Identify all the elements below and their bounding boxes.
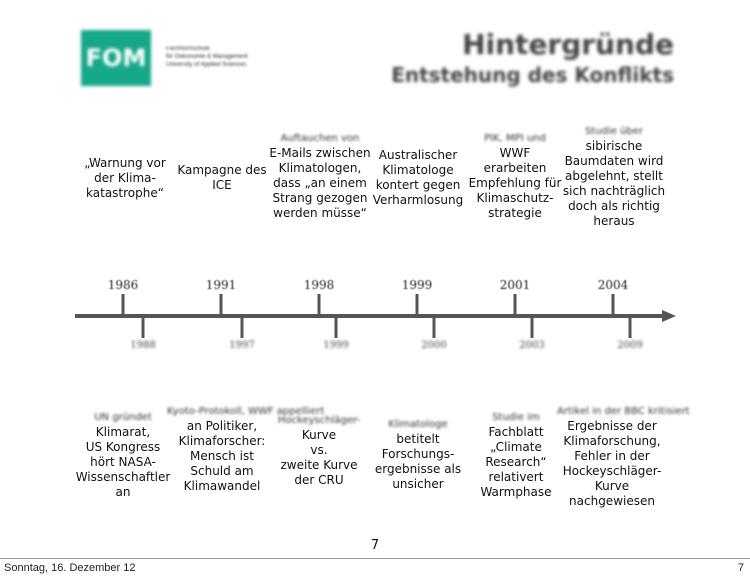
event-bottom-2009 bbox=[557, 405, 690, 509]
event-line: Klimatologen, bbox=[278, 161, 362, 175]
year-label-top: 1986 bbox=[107, 278, 139, 292]
event-line: betitelt bbox=[396, 432, 440, 446]
year-label-bottom: 2000 bbox=[421, 340, 447, 351]
event-line: nachgewiesen bbox=[569, 494, 655, 508]
event-line: strategie bbox=[488, 206, 542, 220]
event-line: heraus bbox=[593, 214, 635, 228]
event-top-1999 bbox=[363, 148, 473, 208]
event-heading: Hockeyschläger- bbox=[277, 415, 361, 426]
event-line: Fachblatt bbox=[488, 425, 544, 439]
event-heading: Artikel in der BBC kritisiert bbox=[557, 406, 690, 417]
footer-page: 7 bbox=[737, 562, 744, 574]
event-line: hört NASA- bbox=[90, 455, 156, 469]
event-line: an bbox=[115, 485, 131, 499]
event-line: ICE bbox=[212, 178, 232, 192]
event-line: sich nachträglich bbox=[562, 184, 666, 198]
event-line: Fehler in der bbox=[574, 449, 650, 463]
event-bottom-2003 bbox=[461, 411, 571, 500]
event-top-1986 bbox=[70, 156, 180, 201]
event-line: erarbeiten bbox=[483, 161, 547, 175]
event-line: Kurve bbox=[594, 479, 630, 493]
axis-arrowhead bbox=[662, 310, 676, 322]
event-line: der CRU bbox=[294, 473, 344, 487]
event-line: Empfehlung für bbox=[468, 176, 562, 190]
event-line: doch als richtig bbox=[568, 199, 660, 213]
year-label-bottom: 1997 bbox=[229, 340, 255, 351]
event-line: Klimawandel bbox=[183, 479, 261, 493]
event-line: Klimarat, bbox=[95, 425, 151, 439]
event-line: Ergebnisse der bbox=[567, 419, 657, 433]
event-line: Baumdaten wird bbox=[564, 154, 664, 168]
event-line: US Kongress bbox=[85, 440, 161, 454]
event-heading: Auftauchen von bbox=[280, 133, 360, 144]
event-line: Forschungs- bbox=[381, 447, 455, 461]
event-bottom-1988 bbox=[68, 411, 178, 500]
year-label-bottom: 2003 bbox=[519, 340, 545, 351]
event-line: Hockeyschläger- bbox=[562, 464, 662, 478]
logo-caption: Fachhochschule für Oekonomie & Management University of Applied Sciences bbox=[166, 46, 248, 68]
fom-logo: FOM bbox=[81, 30, 151, 86]
event-line: Klimaforscher: bbox=[178, 434, 266, 448]
event-bottom-2000 bbox=[363, 418, 473, 492]
event-top-2001 bbox=[460, 132, 570, 221]
event-line: Klimatologe bbox=[382, 163, 454, 177]
event-heading: Studie über bbox=[584, 126, 643, 137]
event-line: Australischer bbox=[378, 148, 458, 162]
year-label-bottom: 1999 bbox=[323, 340, 349, 351]
year-label-top: 1998 bbox=[303, 278, 335, 292]
event-line: Warmphase bbox=[480, 485, 552, 499]
event-line: Mensch ist bbox=[190, 449, 254, 463]
event-top-1991 bbox=[167, 163, 277, 193]
event-line: Kurve bbox=[301, 428, 337, 442]
event-line: kontert gegen bbox=[375, 178, 461, 192]
slide-subtitle: Entstehung des Konflikts bbox=[391, 63, 674, 87]
event-line: Strang gezogen bbox=[272, 191, 368, 205]
year-label-bottom: 2009 bbox=[617, 340, 643, 351]
event-line: abgelehnt, stellt bbox=[565, 169, 663, 183]
event-line: „Climate bbox=[490, 440, 542, 454]
event-heading: Studie im bbox=[492, 412, 540, 423]
event-line: Wissenschaftler bbox=[75, 470, 171, 484]
year-label-top: 1999 bbox=[401, 278, 433, 292]
event-line: Kampagne des bbox=[177, 163, 267, 177]
slide-title: Hintergründe bbox=[462, 28, 674, 61]
event-line: Klimaschutz- bbox=[476, 191, 554, 205]
event-line: WWF bbox=[499, 146, 531, 160]
event-line: vs. bbox=[310, 443, 328, 457]
event-top-1998 bbox=[265, 132, 375, 221]
event-line: E-Mails zwischen bbox=[269, 146, 371, 160]
event-heading: PIK, MPI und bbox=[484, 133, 546, 144]
slide-number: 7 bbox=[370, 538, 380, 553]
event-line: zweite Kurve bbox=[280, 458, 358, 472]
year-label-top: 2004 bbox=[597, 278, 629, 292]
event-heading: Klimatologe bbox=[388, 419, 448, 430]
footer-bar bbox=[0, 558, 750, 577]
footer-date: Sonntag, 16. Dezember 12 bbox=[4, 562, 136, 574]
event-line: Verharmlosung bbox=[372, 193, 464, 207]
event-line: katastrophe“ bbox=[86, 186, 164, 200]
year-label-top: 2001 bbox=[499, 278, 531, 292]
event-bottom-1999 bbox=[264, 414, 374, 488]
event-heading: Kyoto-Protokoll, WWF appelliert bbox=[167, 406, 325, 417]
event-line: dass „an einem bbox=[273, 176, 367, 190]
event-line: werden müsse“ bbox=[273, 206, 367, 220]
event-line: Schuld am bbox=[190, 464, 254, 478]
event-line: relativert bbox=[488, 470, 544, 484]
event-heading: UN gründet bbox=[94, 412, 152, 423]
year-label-top: 1991 bbox=[205, 278, 237, 292]
event-line: Research“ bbox=[485, 455, 547, 469]
event-line: ergebnisse als bbox=[374, 462, 462, 476]
event-line: Klimaforschung, bbox=[563, 434, 661, 448]
year-label-bottom: 1988 bbox=[130, 340, 156, 351]
event-line: „Warnung vor bbox=[84, 156, 166, 170]
event-line: unsicher bbox=[392, 477, 444, 491]
event-line: an Politiker, bbox=[186, 419, 258, 433]
event-top-2004 bbox=[559, 125, 669, 229]
event-line: sibirische bbox=[585, 139, 643, 153]
event-line: der Klima- bbox=[94, 171, 156, 185]
